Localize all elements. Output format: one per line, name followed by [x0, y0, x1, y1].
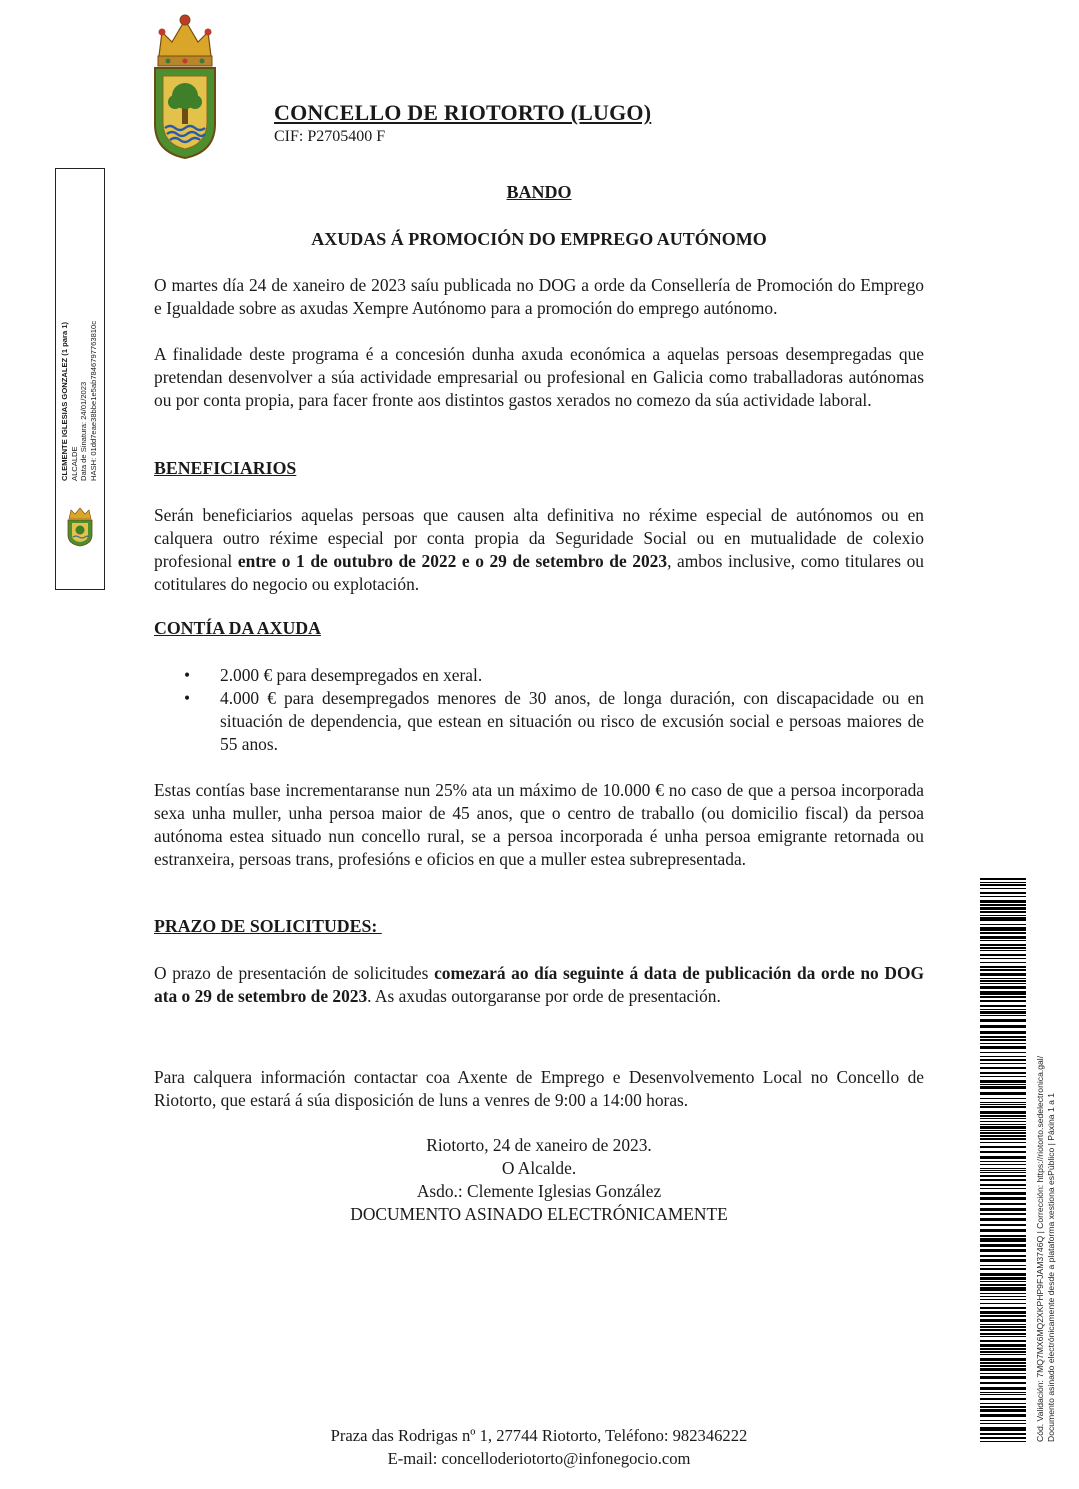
barcode-bar	[980, 1080, 1026, 1083]
signer-role: ALCALDE	[69, 446, 79, 481]
barcode-bar	[980, 1208, 1026, 1211]
barcode-bar	[980, 1287, 1026, 1291]
barcode-bar	[980, 882, 1026, 883]
barcode-bar	[980, 1102, 1026, 1103]
barcode-bar	[980, 1118, 1026, 1119]
validation-platform-line: Documento asinado electrónicamente desde a plataforma xestiona esPúblico | Páxina 1 a 1	[1046, 1092, 1056, 1442]
barcode-bar	[980, 1340, 1026, 1342]
barcode-bar	[980, 878, 1026, 880]
signer-full-name: Asdo.: Clemente Iglesias González	[416, 1181, 662, 1201]
section-heading-beneficiarios: BENEFICIARIOS	[154, 458, 297, 478]
barcode-bar	[980, 1376, 1026, 1379]
barcode-bar	[980, 1168, 1026, 1169]
barcode-bar	[980, 1218, 1026, 1221]
barcode-bar	[980, 1299, 1026, 1300]
barcode-bar	[980, 911, 1026, 913]
barcode-bar	[980, 936, 1026, 939]
barcode-bar	[980, 1382, 1026, 1384]
barcode-bar	[980, 1031, 1026, 1034]
barcode-bar	[980, 1203, 1026, 1205]
prazo-deadline: comezará ao día seguinte á data de publicación da orde no DOG ata o 29 de setembro de 2023	[154, 963, 924, 1006]
barcode-bar	[980, 1130, 1026, 1131]
barcode-bar	[980, 1329, 1026, 1331]
barcode-bar	[980, 969, 1026, 971]
barcode-bar	[980, 892, 1026, 894]
barcode-bar	[980, 1146, 1026, 1148]
barcode-bar	[980, 1268, 1026, 1270]
barcode-bar	[980, 1142, 1026, 1143]
barcode-bar	[980, 1420, 1026, 1421]
barcode-bar	[980, 1138, 1026, 1140]
barcode-bar	[980, 888, 1026, 889]
barcode-bar	[980, 1170, 1026, 1171]
barcode-bar	[980, 1414, 1026, 1417]
beneficiarios-text: Serán beneficiarios aquelas persoas que causen alta definitiva no réxime especial de autónomos ou en calquera outro réxime especial por conta propia da Seguridade Social ou en mutualidade de colexio profesional	[154, 505, 924, 571]
closing-signature-block	[154, 1134, 924, 1226]
barcode-bar	[980, 986, 1026, 989]
bullet-icon: •	[184, 688, 191, 708]
municipality-title: CONCELLO DE RIOTORTO (LUGO)	[274, 100, 652, 125]
barcode-bar	[980, 917, 1026, 921]
barcode-bar	[980, 1281, 1026, 1282]
barcode-bar	[980, 1259, 1026, 1262]
barcode-bar	[980, 1213, 1026, 1215]
barcode-bar	[980, 1172, 1026, 1173]
intro-paragraph-1: O martes día 24 de xaneiro de 2023 saíu publicada no DOG a orde da Consellería de Promoción do Emprego e Igualdade sobre as axudas Xempre Autónomo para a promoción do emprego autónomo.	[154, 275, 924, 318]
barcode-bar	[980, 1365, 1026, 1367]
barcode-bar	[980, 1039, 1026, 1041]
barcode-bar	[980, 973, 1026, 976]
cif-number: CIF: P2705400 F	[274, 128, 386, 145]
barcode-bar	[980, 940, 1026, 941]
barcode-bar	[980, 1175, 1026, 1177]
barcode-bar	[980, 1229, 1026, 1232]
prazo-text-end: . As axudas outorgaranse por orde de presentación.	[367, 986, 721, 1006]
beneficiarios-date-range: entre o 1 de outubro de 2022 e o 29 de setembro de 2023	[237, 551, 668, 571]
barcode-bar	[980, 1394, 1026, 1395]
document-title: AXUDAS Á PROMOCIÓN DO EMPREGO AUTÓNOMO	[311, 229, 767, 249]
barcode-bar	[980, 1441, 1026, 1442]
barcode-bar	[980, 950, 1026, 951]
barcode-bar	[980, 1326, 1026, 1328]
barcode-bar	[980, 1092, 1026, 1095]
signer-name: CLEMENTE IGLESIAS GONZALEZ (1 para 1)	[60, 321, 69, 481]
barcode-bar	[980, 978, 1026, 979]
electronic-signature-box	[55, 168, 105, 590]
section-heading-prazo: PRAZO DE SOLICITUDES:	[154, 916, 382, 936]
prazo-text: O prazo de presentación de solicitudes	[154, 963, 435, 983]
list-item-text: 4.000 € para desempregados menores de 30 anos, de longa duración, con discapacidade ou en situación de dependencia, que estean en situación ou risco de excusión social e persoas maiores de 55 anos.	[220, 688, 924, 754]
barcode-bar	[980, 1184, 1026, 1186]
barcode-bar	[980, 1121, 1026, 1122]
barcode-bar	[980, 996, 1026, 998]
barcode-bar	[980, 932, 1026, 934]
signer-title: O Alcalde.	[501, 1158, 577, 1178]
contact-paragraph: Para calquera información contactar coa Axente de Emprego e Desenvolvemento Local no Concello de Riotorto, que estará á súa disposición de luns a venres de 9:00 a 14:00 horas.	[154, 1067, 924, 1110]
barcode-bar	[980, 1188, 1026, 1189]
barcode-bar	[980, 1238, 1026, 1242]
barcode-bar	[980, 1115, 1026, 1117]
barcode-bar	[980, 1009, 1026, 1010]
barcode-bar	[980, 1409, 1026, 1412]
place-date: Riotorto, 24 de xaneiro de 2023.	[426, 1135, 652, 1155]
barcode-bar	[980, 1277, 1026, 1280]
barcode-bar	[980, 1179, 1026, 1181]
barcode-bar	[980, 1106, 1026, 1108]
barcode-bar	[980, 907, 1026, 910]
barcode-bar	[980, 904, 1026, 906]
footer-email: E-mail: concelloderiotorto@infonegocio.com	[387, 1449, 691, 1468]
barcode-bar	[980, 1307, 1026, 1309]
barcode-bar	[980, 1351, 1026, 1353]
barcode-bar	[980, 958, 1026, 959]
document-heading: BANDO	[506, 182, 572, 202]
barcode-bar	[980, 980, 1026, 982]
barcode-bar	[980, 1011, 1026, 1014]
barcode-bar	[980, 1333, 1026, 1335]
validation-code-text	[1035, 872, 1057, 1442]
barcode-bar	[980, 927, 1026, 931]
barcode-bar	[980, 1273, 1026, 1276]
barcode-bar	[980, 1076, 1026, 1077]
barcode-bar	[980, 991, 1026, 995]
footer-address: Praza das Rodrigas nº 1, 27744 Riotorto, Teléfono: 982346222	[330, 1426, 748, 1445]
barcode-bar	[980, 1192, 1026, 1195]
barcode-bar	[980, 1293, 1026, 1294]
validation-barcode	[980, 878, 1026, 1443]
barcode-bar	[980, 1084, 1026, 1085]
barcode-bar	[980, 1052, 1026, 1053]
list-item	[184, 687, 924, 756]
barcode-bar	[980, 924, 1026, 925]
barcode-bar	[980, 1427, 1026, 1431]
barcode-bar	[980, 1000, 1026, 1002]
barcode-bar	[980, 1059, 1026, 1061]
barcode-bar	[980, 1387, 1026, 1390]
validation-code-line: Cód. Validación: 7MQ7MX6MQ2XKPHP9FJAM3746Q | Corrección: https://riotorto.sedelectronica.gal/	[1035, 1055, 1045, 1442]
barcode-bar	[980, 1098, 1026, 1099]
barcode-bar	[980, 884, 1026, 886]
bullet-icon: •	[184, 665, 191, 685]
barcode-bar	[980, 1315, 1026, 1317]
list-item	[184, 664, 924, 687]
barcode-bar	[980, 896, 1026, 897]
barcode-bar	[980, 915, 1026, 916]
barcode-bar	[980, 962, 1026, 963]
barcode-bar	[980, 1164, 1026, 1165]
barcode-bar	[980, 1358, 1026, 1361]
barcode-bar	[980, 1063, 1026, 1064]
electronic-signature-note: DOCUMENTO ASINADO ELECTRÓNICAMENTE	[350, 1204, 728, 1224]
barcode-bar	[980, 983, 1026, 984]
barcode-bar	[980, 1373, 1026, 1374]
barcode-bar	[980, 1348, 1026, 1350]
barcode-bar	[980, 1303, 1026, 1304]
contia-paragraph: Estas contías base incrementaranse nun 25% ata un máximo de 10.000 € no caso de que a persoa incorporada sexa unha muller, unha persoa maior de 45 anos, que o centro de traballo (ou domicilio fiscal) da persoa autónoma estea situado nun concello rural, se a persoa incorporada é unha persoa emigrante retornada ou estranxeira, persoas trans, profesións e oficios en que a muller estea subrepresentada.	[154, 780, 924, 869]
barcode-bar	[980, 1284, 1026, 1286]
list-item-text: 2.000 € para desempregados en xeral.	[220, 665, 483, 685]
signature-date: Data de Sinatura: 24/01/2023	[79, 381, 88, 481]
barcode-bar	[980, 1362, 1026, 1364]
barcode-bar	[980, 1392, 1026, 1393]
barcode-bar	[980, 1043, 1026, 1044]
barcode-bar	[980, 1403, 1026, 1404]
barcode-bar	[980, 1072, 1026, 1074]
barcode-bar	[980, 1336, 1026, 1337]
barcode-bar	[980, 1135, 1026, 1137]
barcode-bar	[980, 1344, 1026, 1347]
coat-of-arms-logo	[150, 12, 220, 160]
page-footer	[154, 1424, 924, 1470]
barcode-bar	[980, 1132, 1026, 1134]
barcode-bar	[980, 1311, 1026, 1314]
barcode-bar	[980, 1319, 1026, 1322]
barcode-bar	[980, 1046, 1026, 1049]
barcode-bar	[980, 1354, 1026, 1355]
barcode-bar	[980, 1255, 1026, 1257]
barcode-bar	[980, 1005, 1026, 1007]
barcode-bar	[980, 900, 1026, 903]
barcode-bar	[980, 1111, 1026, 1114]
barcode-bar	[980, 1249, 1026, 1252]
barcode-bar	[980, 944, 1026, 946]
barcode-bar	[980, 966, 1026, 968]
barcode-bar	[980, 1104, 1026, 1105]
barcode-bar	[980, 1224, 1026, 1226]
beneficiarios-paragraph	[154, 504, 924, 596]
intro-paragraph-2: A finalidade deste programa é a concesión dunha axuda económica a aquelas persoas desempregadas que pretendan desenvolver a súa actividade empresarial ou profesional en Galicia como traballadoras autónomas ou por conta propia, para facer fronte aos distintos gastos xerados no comezo da súa actividade laboral.	[154, 344, 924, 410]
signature-details	[60, 181, 98, 481]
small-coat-of-arms-icon	[66, 507, 94, 547]
barcode-bar	[980, 1019, 1026, 1022]
barcode-bar	[980, 1324, 1026, 1325]
barcode-bar	[980, 1126, 1026, 1129]
prazo-paragraph	[154, 962, 924, 1008]
barcode-bar	[980, 1151, 1026, 1153]
barcode-bar	[980, 1197, 1026, 1200]
section-heading-contia: CONTÍA DA AXUDA	[154, 618, 321, 638]
barcode-bar	[980, 1244, 1026, 1247]
barcode-bar	[980, 947, 1026, 949]
barcode-bar	[980, 954, 1026, 956]
barcode-bar	[980, 1265, 1026, 1266]
barcode-bar	[980, 1025, 1026, 1028]
barcode-bar	[980, 1406, 1026, 1408]
barcode-bar	[980, 1036, 1026, 1038]
beneficiarios-text-end: , ambos inclusive, como titulares ou cotitulares do negocio ou explotación.	[154, 551, 924, 594]
barcode-bar	[980, 1296, 1026, 1297]
signature-hash: HASH: 01dd7eae38bbe1e5ab7846797763810c	[88, 320, 98, 481]
barcode-bar	[980, 1156, 1026, 1159]
barcode-bar	[980, 1161, 1026, 1162]
barcode-bar	[980, 1086, 1026, 1089]
barcode-bar	[980, 1067, 1026, 1069]
barcode-bar	[980, 1398, 1026, 1400]
barcode-bar	[980, 1437, 1026, 1439]
barcode-bar	[980, 1368, 1026, 1371]
barcode-bar	[980, 1433, 1026, 1435]
barcode-bar	[980, 1423, 1026, 1424]
barcode-bar	[980, 1235, 1026, 1237]
barcode-bar	[980, 1015, 1026, 1016]
barcode-bar	[980, 1124, 1026, 1125]
barcode-bar	[980, 1056, 1026, 1057]
